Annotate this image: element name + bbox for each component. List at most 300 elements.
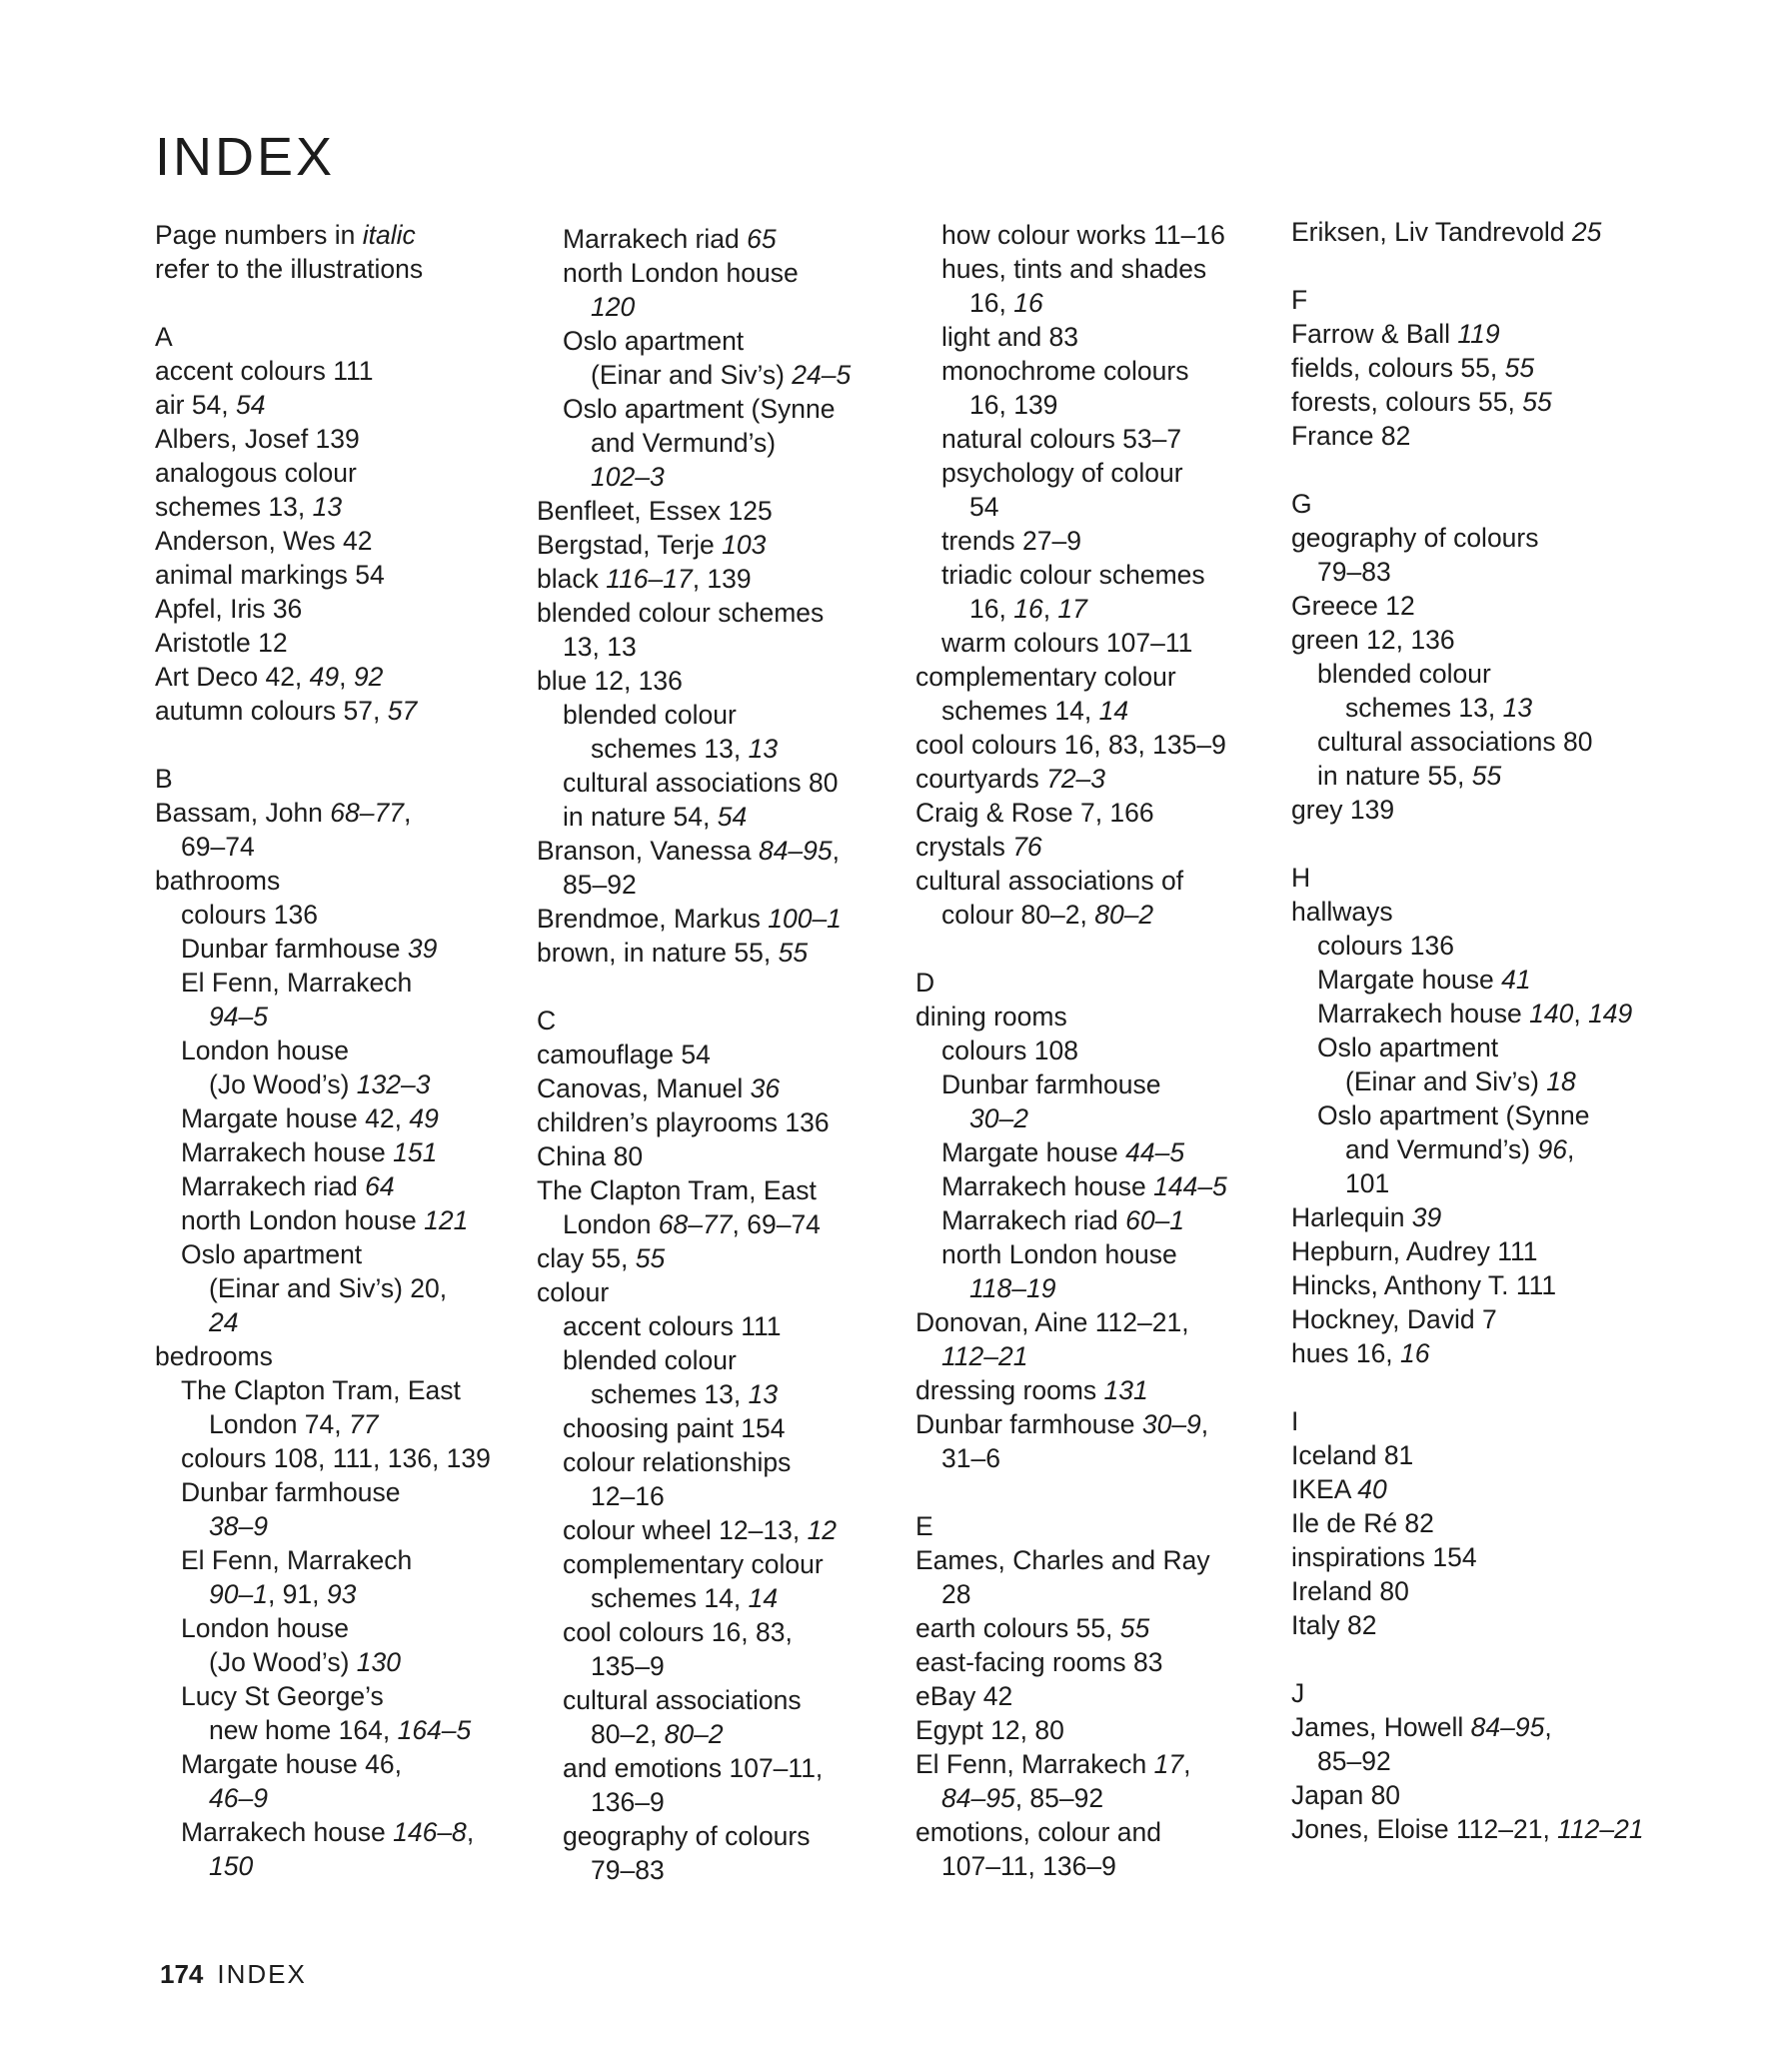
index-subentry xyxy=(155,1441,510,1475)
entry-text: blended colour schemes xyxy=(537,598,825,628)
illustration-page-ref: 80–2 xyxy=(1094,900,1154,930)
entry-text: Jones, Eloise 112–21, xyxy=(1291,1814,1558,1844)
entry-text: Oslo apartment xyxy=(1317,1033,1499,1062)
index-entry xyxy=(1291,215,1646,249)
index-entry xyxy=(915,1679,1270,1713)
index-subentry xyxy=(915,1169,1270,1203)
entry-text: London xyxy=(563,1209,659,1239)
entry-text: 16, 139 xyxy=(969,390,1058,420)
index-subentry xyxy=(155,1509,510,1543)
entry-text: H xyxy=(1291,863,1311,893)
entry-text: Anderson, Wes 42 xyxy=(155,526,373,556)
index-entry xyxy=(915,864,1270,898)
illustration-page-ref: 150 xyxy=(209,1851,254,1881)
illustration-page-ref: 16 xyxy=(1400,1338,1430,1368)
index-entry xyxy=(1291,1438,1646,1472)
illustration-page-ref: 17 xyxy=(1057,594,1087,624)
entry-text: blended colour xyxy=(1317,659,1491,689)
illustration-page-ref: 146–8 xyxy=(393,1817,467,1847)
entry-text: air 54, xyxy=(155,390,237,420)
entry-text: Donovan, Aine 112–21, xyxy=(915,1307,1189,1337)
illustration-page-ref: 92 xyxy=(353,662,384,692)
entry-text: (Jo Wood’s) xyxy=(209,1647,357,1677)
index-entry xyxy=(1291,317,1646,351)
index-subentry xyxy=(537,1445,892,1479)
index-subentry xyxy=(155,1135,510,1169)
illustration-page-ref: 39 xyxy=(1411,1202,1442,1232)
illustration-page-ref: 39 xyxy=(407,934,438,964)
index-entry xyxy=(1291,1302,1646,1336)
entry-text: autumn colours 57, xyxy=(155,696,388,726)
entry-text: 54 xyxy=(969,492,999,522)
index-entry xyxy=(915,1407,1270,1441)
entry-text: camouflage 54 xyxy=(537,1039,711,1069)
intro-note-line xyxy=(155,218,510,252)
entry-text: brown, in nature 55, xyxy=(537,938,779,968)
index-subentry xyxy=(537,732,892,766)
illustration-page-ref: 13 xyxy=(312,492,343,522)
entry-text: Marrakech riad xyxy=(181,1171,366,1201)
index-entry xyxy=(537,1139,892,1173)
entry-text: (Jo Wood’s) xyxy=(209,1069,357,1099)
letter-heading xyxy=(155,320,510,354)
illustration-page-ref: 55 xyxy=(1119,1613,1150,1643)
illustration-page-ref: 112–21 xyxy=(941,1341,1028,1371)
index-subentry xyxy=(1291,963,1646,997)
index-column-3 xyxy=(915,218,1270,1883)
illustration-page-ref: 84–95 xyxy=(758,836,833,866)
illustration-page-ref: 94–5 xyxy=(209,1002,268,1032)
entry-text: China 80 xyxy=(537,1141,644,1171)
entry-text: Art Deco 42, xyxy=(155,662,310,692)
illustration-page-ref: 84–95 xyxy=(941,1783,1015,1813)
entry-text: Oslo apartment (Synne xyxy=(563,394,836,424)
index-entry xyxy=(155,796,510,830)
index-entry xyxy=(915,1611,1270,1645)
index-subentry xyxy=(1291,1132,1646,1166)
entry-text: analogous colour xyxy=(155,458,357,488)
entry-text: bathrooms xyxy=(155,866,281,896)
index-entry xyxy=(537,528,892,562)
entry-text: schemes 14, xyxy=(941,696,1099,726)
illustration-page-ref: 49 xyxy=(409,1103,439,1133)
entry-text: north London house xyxy=(181,1205,425,1235)
entry-text: Hepburn, Audrey 111 xyxy=(1291,1236,1538,1266)
index-entry xyxy=(915,660,1270,694)
entry-text: Dunbar farmhouse xyxy=(181,934,408,964)
entry-text: Margate house 42, xyxy=(181,1103,410,1133)
index-entry xyxy=(1291,1710,1646,1744)
page-title: INDEX xyxy=(155,127,336,187)
entry-text: El Fenn, Marrakech xyxy=(181,1545,413,1575)
index-subentry xyxy=(537,1377,892,1411)
entry-text: Benfleet, Essex 125 xyxy=(537,496,773,526)
index-entry xyxy=(1291,1506,1646,1540)
entry-text: France 82 xyxy=(1291,421,1411,451)
index-subentry xyxy=(537,222,892,256)
index-subentry xyxy=(537,868,892,902)
entry-text: fields, colours 55, xyxy=(1291,353,1505,383)
index-subentry xyxy=(915,1339,1270,1373)
entry-text: eBay 42 xyxy=(915,1681,1013,1711)
index-subentry xyxy=(155,1611,510,1645)
entry-text: Hincks, Anthony T. 111 xyxy=(1291,1270,1557,1300)
index-subentry xyxy=(915,1034,1270,1067)
entry-text: cool colours 16, 83, 135–9 xyxy=(915,730,1226,760)
index-subentry xyxy=(915,218,1270,252)
entry-text: accent colours 111 xyxy=(563,1311,782,1341)
entry-text: crystals xyxy=(915,832,1013,862)
index-subentry xyxy=(537,1649,892,1683)
entry-text: bedrooms xyxy=(155,1341,273,1371)
entry-text: , xyxy=(1183,1749,1191,1779)
entry-text: blended colour xyxy=(563,700,737,730)
entry-text: Egypt 12, 80 xyxy=(915,1715,1064,1745)
illustration-page-ref: 13 xyxy=(1502,693,1533,723)
letter-heading xyxy=(155,762,510,796)
illustration-page-ref: 118–19 xyxy=(969,1273,1056,1303)
entry-text: emotions, colour and xyxy=(915,1817,1162,1847)
entry-text: F xyxy=(1291,285,1308,315)
index-entry xyxy=(537,1173,892,1207)
index-subentry xyxy=(155,1747,510,1781)
index-column-1 xyxy=(155,218,510,1883)
entry-text: schemes 14, xyxy=(591,1583,749,1613)
index-entry xyxy=(915,830,1270,864)
entry-text: Page numbers in xyxy=(155,220,363,250)
entry-text: how colour works 11–16 xyxy=(941,220,1225,250)
entry-text: and emotions 107–11, xyxy=(563,1753,824,1783)
entry-text: Craig & Rose 7, 166 xyxy=(915,798,1154,828)
index-entry xyxy=(537,562,892,596)
illustration-page-ref: 12 xyxy=(807,1515,838,1545)
illustration-page-ref: 14 xyxy=(748,1583,779,1613)
illustration-page-ref: 102–3 xyxy=(591,462,665,492)
index-subentry xyxy=(915,320,1270,354)
index-subentry xyxy=(537,324,892,358)
index-subentry xyxy=(155,1577,510,1611)
entry-text: clay 55, xyxy=(537,1243,636,1273)
index-entry xyxy=(537,1071,892,1105)
index-entry xyxy=(537,1275,892,1309)
index-entry xyxy=(155,592,510,626)
index-subentry xyxy=(537,290,892,324)
illustration-page-ref: 14 xyxy=(1098,696,1129,726)
entry-text: forests, colours 55, xyxy=(1291,387,1523,417)
index-subentry xyxy=(155,1101,510,1135)
index-subentry xyxy=(1291,1166,1646,1200)
entry-text: trends 27–9 xyxy=(941,526,1081,556)
illustration-page-ref: 60–1 xyxy=(1125,1205,1185,1235)
index-subentry xyxy=(537,1513,892,1547)
entry-text: cool colours 16, 83, xyxy=(563,1617,793,1647)
entry-text: Marrakech house xyxy=(941,1171,1154,1201)
entry-text: colour 80–2, xyxy=(941,900,1095,930)
entry-text: Oslo apartment (Synne xyxy=(1317,1100,1590,1130)
entry-text: London house xyxy=(181,1036,349,1065)
index-subentry xyxy=(1291,1064,1646,1098)
illustration-page-ref: 119 xyxy=(1457,319,1500,349)
index-entry xyxy=(1291,521,1646,555)
entry-text: , xyxy=(1042,594,1058,624)
illustration-page-ref: 55 xyxy=(1522,387,1552,417)
index-subentry xyxy=(1291,657,1646,691)
entry-text: C xyxy=(537,1006,557,1036)
entry-text: Farrow & Ball xyxy=(1291,319,1458,349)
illustration-page-ref: 132–3 xyxy=(356,1069,431,1099)
index-entry xyxy=(155,422,510,456)
index-entry xyxy=(1291,1608,1646,1642)
entry-text: grey 139 xyxy=(1291,795,1395,825)
index-subentry xyxy=(155,1271,510,1305)
entry-text: geography of colours xyxy=(1291,523,1539,553)
index-subentry xyxy=(155,1645,510,1679)
entry-text: complementary colour xyxy=(563,1549,824,1579)
index-entry xyxy=(1291,793,1646,827)
page-number: 174 xyxy=(160,1959,204,1989)
index-subentry xyxy=(537,1717,892,1751)
entry-text: Bassam, John xyxy=(155,798,331,828)
entry-text: hues, tints and shades xyxy=(941,254,1207,284)
index-entry xyxy=(1291,419,1646,453)
entry-text: Marrakech house xyxy=(181,1817,394,1847)
index-subentry xyxy=(915,694,1270,728)
letter-heading xyxy=(537,1004,892,1037)
entry-text: Japan 80 xyxy=(1291,1780,1401,1810)
index-subentry xyxy=(915,286,1270,320)
index-subentry xyxy=(537,1547,892,1581)
index-subentry xyxy=(155,1169,510,1203)
index-subentry xyxy=(915,626,1270,660)
entry-text: choosing paint 154 xyxy=(563,1413,786,1443)
letter-heading xyxy=(915,966,1270,1000)
entry-text: cultural associations 80 xyxy=(1317,727,1593,757)
entry-text: London house xyxy=(181,1613,349,1643)
illustration-page-ref: 72–3 xyxy=(1046,764,1106,794)
index-subentry xyxy=(537,1853,892,1887)
index-column-2 xyxy=(537,222,892,1887)
index-subentry xyxy=(915,456,1270,490)
index-subentry xyxy=(915,1577,1270,1611)
entry-text: El Fenn, Marrakech xyxy=(181,968,413,998)
illustration-page-ref: 49 xyxy=(309,662,340,692)
entry-text: Canovas, Manuel xyxy=(537,1073,751,1103)
entry-text: Dunbar farmhouse xyxy=(915,1409,1142,1439)
illustration-page-ref: 151 xyxy=(393,1137,438,1167)
index-entry xyxy=(155,524,510,558)
illustration-page-ref: 140 xyxy=(1529,999,1574,1029)
index-entry xyxy=(537,596,892,630)
entry-text: Marrakech riad xyxy=(941,1205,1126,1235)
entry-text: Dunbar farmhouse xyxy=(181,1477,401,1507)
index-entry xyxy=(537,902,892,936)
illustration-page-ref: 13 xyxy=(748,734,779,764)
letter-heading xyxy=(1291,283,1646,317)
index-subentry xyxy=(155,966,510,1000)
index-subentry xyxy=(537,392,892,426)
index-entry xyxy=(537,1105,892,1139)
entry-text: Margate house xyxy=(941,1137,1126,1167)
page-footer xyxy=(160,1957,307,1991)
entry-text: 80–2, xyxy=(591,1719,665,1749)
entry-text: 13, 13 xyxy=(563,632,637,662)
illustration-page-ref: 164–5 xyxy=(397,1715,472,1745)
entry-text: El Fenn, Marrakech xyxy=(915,1749,1154,1779)
index-subentry xyxy=(155,1475,510,1509)
entry-text: 31–6 xyxy=(941,1443,1000,1473)
index-entry xyxy=(915,728,1270,762)
entry-text: hallways xyxy=(1291,897,1393,927)
letter-heading xyxy=(915,1509,1270,1543)
illustration-page-ref: 24–5 xyxy=(792,360,852,390)
illustration-page-ref: 112–21 xyxy=(1557,1814,1644,1844)
index-entry xyxy=(915,1543,1270,1577)
index-subentry xyxy=(537,1785,892,1819)
index-subentry xyxy=(155,1305,510,1339)
index-subentry xyxy=(915,1067,1270,1101)
index-entry xyxy=(915,1713,1270,1747)
entry-text: new home 164, xyxy=(209,1715,398,1745)
entry-text: cultural associations of xyxy=(915,866,1184,896)
index-subentry xyxy=(155,1815,510,1849)
entry-text: A xyxy=(155,322,173,352)
index-entry xyxy=(537,936,892,970)
index-entry xyxy=(1291,623,1646,657)
entry-text: colour wheel 12–13, xyxy=(563,1515,808,1545)
index-entry xyxy=(915,1815,1270,1849)
entry-text: animal markings 54 xyxy=(155,560,385,590)
index-subentry xyxy=(537,1411,892,1445)
index-subentry xyxy=(537,1751,892,1785)
index-subentry xyxy=(915,252,1270,286)
index-subentry xyxy=(915,490,1270,524)
entry-text: inspirations 154 xyxy=(1291,1542,1477,1572)
illustration-page-ref: 54 xyxy=(236,390,266,420)
index-subentry xyxy=(915,1441,1270,1475)
entry-text: 16, xyxy=(969,288,1014,318)
entry-text: 85–92 xyxy=(1317,1746,1391,1776)
index-subentry xyxy=(537,1479,892,1513)
index-subentry xyxy=(155,1781,510,1815)
entry-text: (Einar and Siv’s) xyxy=(591,360,793,390)
entry-text: I xyxy=(1291,1406,1299,1436)
index-entry xyxy=(1291,1472,1646,1506)
entry-text: in nature 55, xyxy=(1317,761,1472,791)
entry-text: hues 16, xyxy=(1291,1338,1401,1368)
illustration-page-ref: 36 xyxy=(750,1073,781,1103)
index-subentry xyxy=(537,426,892,460)
illustration-page-ref: 68–77 xyxy=(330,798,404,828)
entry-text: Eriksen, Liv Tandrevold xyxy=(1291,217,1572,247)
index-subentry xyxy=(155,1067,510,1101)
illustration-page-ref: 116–17 xyxy=(606,564,693,594)
illustration-page-ref: 96 xyxy=(1537,1134,1567,1164)
entry-text: , 85–92 xyxy=(1014,1783,1104,1813)
entry-text: Marrakech riad xyxy=(563,224,748,254)
index-subentry xyxy=(155,1000,510,1034)
index-subentry xyxy=(155,1679,510,1713)
entry-text: triadic colour schemes xyxy=(941,560,1205,590)
entry-text: Margate house 46, xyxy=(181,1749,402,1779)
entry-text: accent colours 111 xyxy=(155,356,374,386)
index-entry xyxy=(1291,351,1646,385)
index-subentry xyxy=(1291,997,1646,1031)
entry-text: dressing rooms xyxy=(915,1375,1104,1405)
entry-text: schemes 13, xyxy=(1345,693,1503,723)
index-entry xyxy=(155,864,510,898)
index-subentry xyxy=(537,256,892,290)
index-entry xyxy=(1291,1812,1646,1846)
index-subentry xyxy=(155,1237,510,1271)
entry-text: Aristotle 12 xyxy=(155,628,288,658)
entry-text: Dunbar farmhouse xyxy=(941,1069,1161,1099)
index-subentry xyxy=(537,1207,892,1241)
illustration-page-ref: 130 xyxy=(356,1647,401,1677)
entry-text: 101 xyxy=(1345,1168,1390,1198)
entry-text: cultural associations xyxy=(563,1685,802,1715)
index-subentry xyxy=(915,592,1270,626)
index-entry xyxy=(155,660,510,694)
entry-text: warm colours 107–11 xyxy=(941,628,1193,658)
entry-text: , xyxy=(1573,999,1589,1029)
entry-text: Iceland 81 xyxy=(1291,1440,1414,1470)
index-entry xyxy=(155,1339,510,1373)
index-subentry xyxy=(915,388,1270,422)
entry-text: Marrakech house xyxy=(181,1137,394,1167)
entry-text: , 91, xyxy=(267,1579,327,1609)
index-subentry xyxy=(915,1101,1270,1135)
illustration-page-ref: 121 xyxy=(424,1205,469,1235)
entry-text: colour relationships xyxy=(563,1447,792,1477)
index-entry xyxy=(1291,895,1646,929)
index-subentry xyxy=(155,1373,510,1407)
letter-heading xyxy=(1291,1676,1646,1710)
index-subentry xyxy=(1291,1744,1646,1778)
illustration-page-ref: 55 xyxy=(635,1243,666,1273)
index-entry xyxy=(1291,1234,1646,1268)
entry-text: black xyxy=(537,564,607,594)
index-entry xyxy=(155,354,510,388)
index-entry xyxy=(537,1241,892,1275)
index-entry xyxy=(537,1037,892,1071)
index-entry xyxy=(1291,1268,1646,1302)
index-entry xyxy=(915,1373,1270,1407)
index-entry xyxy=(915,1747,1270,1781)
illustration-page-ref: 80–2 xyxy=(664,1719,724,1749)
entry-text: Bergstad, Terje xyxy=(537,530,723,560)
entry-text: (Einar and Siv’s) xyxy=(1345,1066,1547,1096)
entry-text: The Clapton Tram, East xyxy=(181,1375,461,1405)
illustration-page-ref: 24 xyxy=(209,1307,239,1337)
illustration-page-ref: 65 xyxy=(747,224,777,254)
index-entry xyxy=(155,626,510,660)
entry-text: courtyards xyxy=(915,764,1047,794)
illustration-page-ref: 103 xyxy=(722,530,767,560)
index-entry xyxy=(1291,385,1646,419)
entry-text: green 12, 136 xyxy=(1291,625,1455,655)
entry-text: east-facing rooms 83 xyxy=(915,1647,1163,1677)
entry-text: children’s playrooms 136 xyxy=(537,1107,830,1137)
illustration-page-ref: 76 xyxy=(1012,832,1042,862)
index-entry xyxy=(155,558,510,592)
index-subentry xyxy=(537,1581,892,1615)
index-entry xyxy=(537,494,892,528)
index-subentry xyxy=(915,524,1270,558)
index-subentry xyxy=(915,1781,1270,1815)
index-subentry xyxy=(1291,1098,1646,1132)
entry-text: Hockney, David 7 xyxy=(1291,1304,1497,1334)
letter-heading xyxy=(1291,1404,1646,1438)
